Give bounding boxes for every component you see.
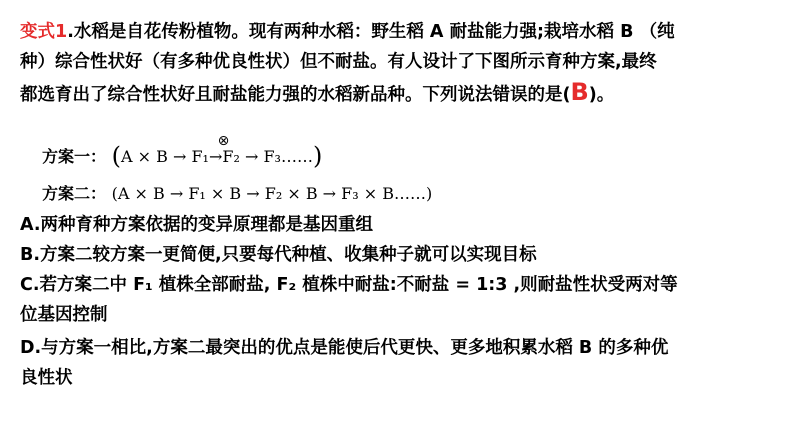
scheme-two-formula-text: A × B → F₁ × B → F₂ × B → F₃ × B…… (117, 184, 427, 203)
answer-mark: B (570, 78, 589, 106)
option-c-text-2: 位基因控制 (20, 305, 108, 325)
scheme-one-formula: ⊗ (A × B → F₁→F₂ → F₃……) (112, 143, 323, 170)
question-stem-line-2 (20, 50, 657, 74)
variant-label: 变式1 (20, 22, 68, 42)
selfing-mark: ⊗ (217, 133, 230, 149)
option-d-continued (20, 366, 73, 390)
option-d-text-1: D.与方案一相比,方案二最突出的优点是能使后代更快、更多地积累水稻 B 的多种优 (20, 338, 669, 358)
scheme-one-label: 方案一： (42, 147, 107, 166)
question-stem-line-3 (20, 80, 614, 107)
option-d (20, 336, 668, 360)
stem-text-3: 都选育出了综合性状好且耐盐能力强的水稻新品种。下列说法错误的是( (20, 85, 571, 105)
option-d-text-2: 良性状 (20, 368, 73, 388)
stem-text-2: 种）综合性状好（有多种优良性状）但不耐盐。有人设计了下图所示育种方案,最终 (20, 52, 657, 72)
option-a (20, 213, 373, 237)
question-stem-line-1 (20, 20, 675, 44)
option-c-continued (20, 303, 108, 327)
option-b (20, 243, 537, 267)
scheme-two-formula: (A × B → F₁ × B → F₂ × B → F₃ × B……) (111, 184, 433, 203)
scheme-one (42, 133, 323, 170)
option-c-text-1: C.若方案二中 F₁ 植株全部耐盐, F₂ 植株中耐盐:不耐盐 = 1:3 ,则耐盐性状受两对等 (20, 275, 678, 295)
scheme-two (42, 181, 432, 207)
scheme-one-formula-text: A × B → F₁→F₂ → F₃…… (120, 147, 313, 166)
scheme-two-label: 方案二： (42, 184, 107, 203)
option-b-text: B.方案二较方案一更简便,只要每代种植、收集种子就可以实现目标 (20, 245, 537, 265)
stem-text-3-end: )。 (588, 85, 615, 105)
option-a-text: A.两种育种方案依据的变异原理都是基因重组 (20, 215, 374, 235)
option-c (20, 273, 678, 297)
stem-text-1: .水稻是自花传粉植物。现有两种水稻：野生稻 A 耐盐能力强;栽培水稻 B （纯 (67, 22, 675, 42)
